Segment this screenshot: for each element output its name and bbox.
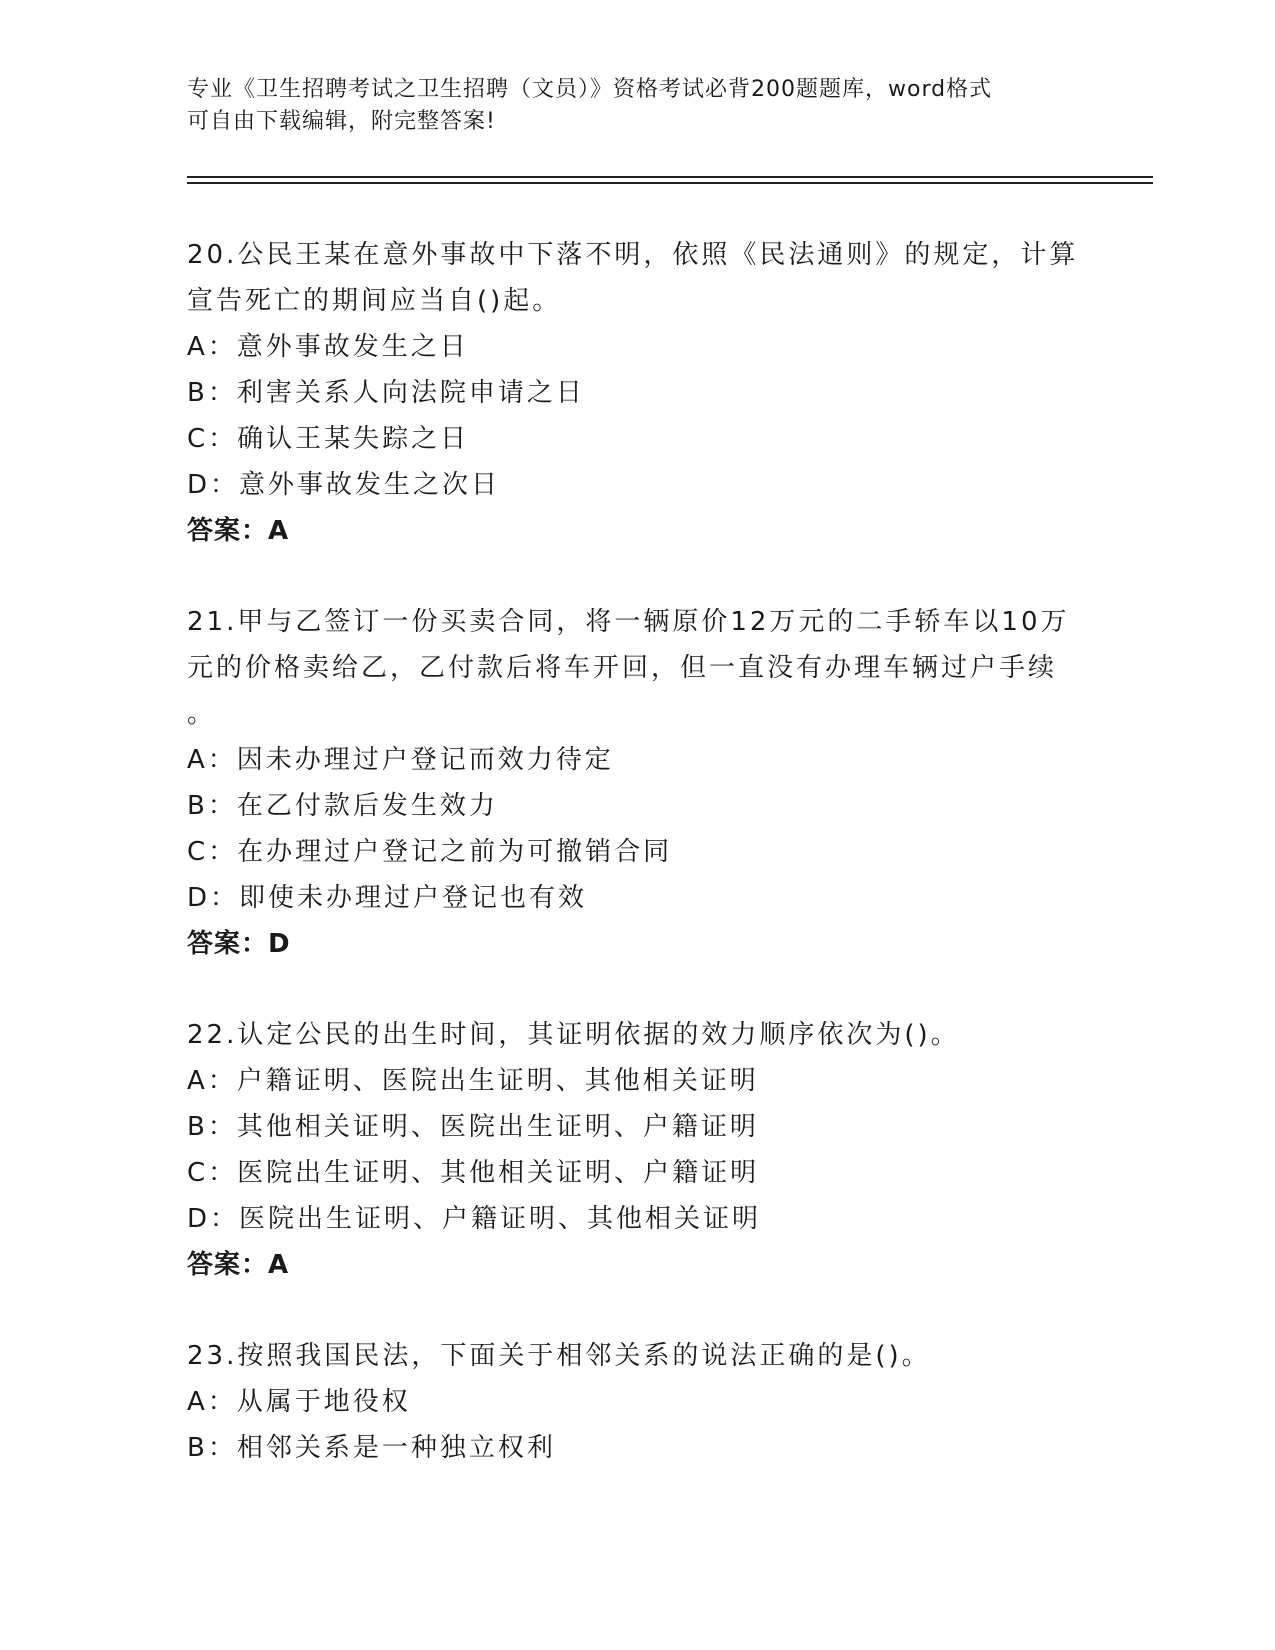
answer-label: 答案：A: [187, 1250, 290, 1280]
header-line-1: 专业《卫生招聘考试之卫生招聘（文员）》资格考试必背200题题库，word格式: [187, 77, 993, 102]
option-a: A：从属于地役权: [187, 1387, 411, 1417]
question-stem-line: 22.认定公民的出生时间，其证明依据的效力顺序依次为()。: [187, 1020, 960, 1050]
question-22: [187, 1012, 1087, 1288]
option-d: D：医院出生证明、户籍证明、其他相关证明: [187, 1204, 762, 1234]
question-stem-line: 宣告死亡的期间应当自()起。: [187, 286, 562, 316]
option-a: A：户籍证明、医院出生证明、其他相关证明: [187, 1066, 759, 1096]
document-header: [187, 74, 1067, 138]
option-c: C：医院出生证明、其他相关证明、户籍证明: [187, 1158, 760, 1188]
answer-label: 答案：D: [187, 929, 291, 959]
option-d: D：即使未办理过户登记也有效: [187, 883, 588, 913]
question-list: [187, 232, 1087, 1471]
option-a: A：因未办理过户登记而效力待定: [187, 745, 614, 775]
option-b: B：相邻关系是一种独立权利: [187, 1433, 556, 1463]
question-23: [187, 1333, 1087, 1471]
option-c: C：在办理过户登记之前为可撤销合同: [187, 837, 673, 867]
question-stem-line: 元的价格卖给乙，乙付款后将车开回，但一直没有办理车辆过户手续: [187, 653, 1058, 683]
question-21: [187, 599, 1087, 967]
option-b: B：利害关系人向法院申请之日: [187, 378, 585, 408]
question-stem-line: 20.公民王某在意外事故中下落不明，依照《民法通则》的规定，计算: [187, 240, 1079, 270]
option-b: B：其他相关证明、医院出生证明、户籍证明: [187, 1112, 759, 1142]
question-stem-line: 21.甲与乙签订一份买卖合同，将一辆原价12万元的二手轿车以10万: [187, 607, 1070, 637]
question-stem-line: 。: [187, 699, 217, 729]
question-20: [187, 232, 1087, 554]
header-divider-bottom: [187, 182, 1153, 184]
option-d: D：意外事故发生之次日: [187, 470, 501, 500]
header-divider-top: [187, 176, 1153, 178]
answer-label: 答案：A: [187, 516, 290, 546]
header-line-2: 可自由下载编辑，附完整答案!: [187, 109, 496, 134]
option-a: A：意外事故发生之日: [187, 332, 469, 362]
option-c: C：确认王某失踪之日: [187, 424, 470, 454]
option-b: B：在乙付款后发生效力: [187, 791, 498, 821]
question-stem-line: 23.按照我国民法，下面关于相邻关系的说法正确的是()。: [187, 1341, 931, 1371]
